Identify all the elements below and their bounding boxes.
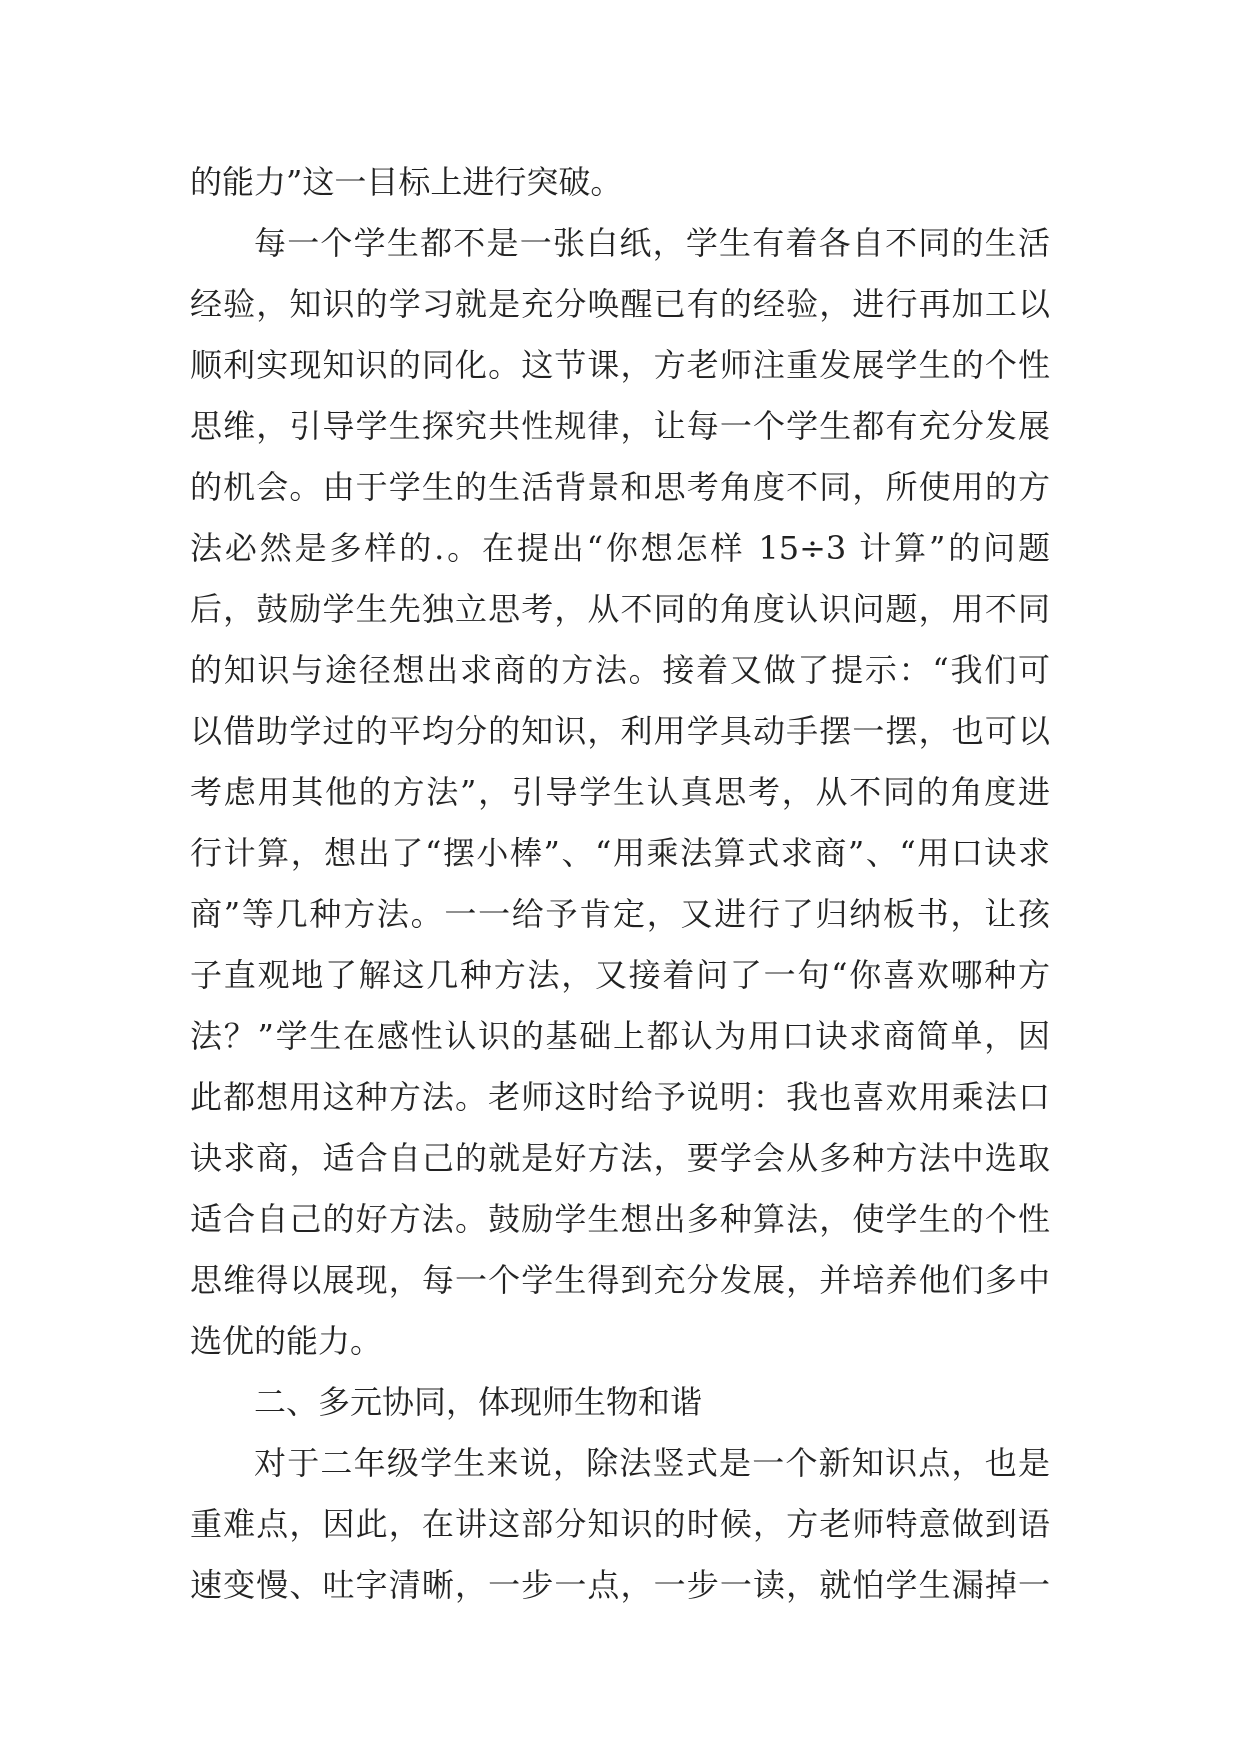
text-line: 法必然是多样的.。在提出“你想怎样 15÷3 计算”的问题 (190, 529, 1050, 567)
text-line: 行计算，想出了“摆小棒”、“用乘法算式求商”、“用口诀求 (190, 834, 1050, 872)
text-line: 思维，引导学生探究共性规律，让每一个学生都有充分发展 (190, 407, 1050, 445)
text-line: 的能力”这一目标上进行突破。 (190, 163, 623, 201)
text-line: 选优的能力。 (190, 1322, 383, 1360)
text-line: 诀求商，适合自己的就是好方法，要学会从多种方法中选取 (190, 1139, 1050, 1177)
text-line: 速变慢、吐字清晰，一步一点，一步一读，就怕学生漏掉一 (190, 1566, 1050, 1604)
text-line: 考虑用其他的方法”，引导学生认真思考，从不同的角度进 (190, 773, 1050, 811)
text-line: 适合自己的好方法。鼓励学生想出多种算法，使学生的个性 (190, 1200, 1050, 1238)
body-text (190, 152, 1050, 1616)
text-line: 思维得以展现，每一个学生得到充分发展，并培养他们多中 (190, 1261, 1050, 1299)
text-line: 顺利实现知识的同化。这节课，方老师注重发展学生的个性 (190, 346, 1050, 384)
text-line: 后，鼓励学生先独立思考，从不同的角度认识问题，用不同 (190, 590, 1050, 628)
text-line: 此都想用这种方法。老师这时给予说明：我也喜欢用乘法口 (190, 1078, 1050, 1116)
text-line: 经验，知识的学习就是充分唤醒已有的经验，进行再加工以 (190, 285, 1050, 323)
text-line: 子直观地了解这几种方法，又接着问了一句“你喜欢哪种方 (190, 956, 1050, 994)
text-line: 重难点，因此，在讲这部分知识的时候，方老师特意做到语 (190, 1505, 1050, 1543)
paragraph-start-line: 每一个学生都不是一张白纸，学生有着各自不同的生活 (254, 224, 1050, 262)
text-line: 法？”学生在感性认识的基础上都认为用口诀求商简单，因 (190, 1017, 1050, 1055)
text-line: 以借助学过的平均分的知识，利用学具动手摆一摆，也可以 (190, 712, 1050, 750)
section-heading: 二、多元协同，体现师生物和谐 (254, 1383, 703, 1421)
paragraph-start-line: 对于二年级学生来说，除法竖式是一个新知识点，也是 (254, 1444, 1050, 1482)
text-line: 的知识与途径想出求商的方法。接着又做了提示：“我们可 (190, 651, 1050, 689)
text-line: 的机会。由于学生的生活背景和思考角度不同，所使用的方 (190, 468, 1050, 506)
text-line: 商”等几种方法。一一给予肯定，又进行了归纳板书，让孩 (190, 895, 1050, 933)
